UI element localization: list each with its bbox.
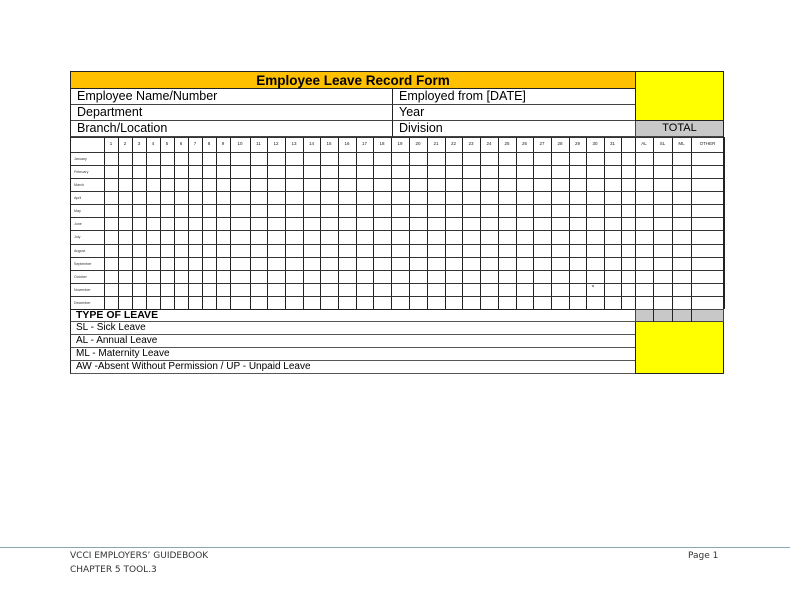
month-label: July bbox=[74, 235, 81, 240]
month-label: December bbox=[74, 300, 91, 305]
day-header: 28 bbox=[557, 141, 563, 146]
leave-type-ml: ML - Maternity Leave bbox=[70, 348, 635, 361]
day-header: 27 bbox=[539, 141, 545, 146]
day-header: 11 bbox=[256, 141, 261, 146]
day-header: 26 bbox=[521, 141, 527, 146]
department-field[interactable]: Department bbox=[70, 105, 392, 121]
day-header: 1 bbox=[109, 141, 113, 146]
total-column-header: ML bbox=[678, 141, 685, 146]
day-header: 17 bbox=[361, 141, 367, 146]
day-header: 20 bbox=[415, 141, 421, 146]
grid-line bbox=[672, 309, 673, 322]
month-label: May bbox=[74, 209, 81, 214]
day-header: 29 bbox=[574, 141, 580, 146]
day-header: 22 bbox=[450, 141, 456, 146]
day-header: 24 bbox=[486, 141, 492, 146]
day-header: 5 bbox=[165, 141, 169, 146]
month-label: April bbox=[74, 196, 82, 201]
day-header: 13 bbox=[291, 141, 297, 146]
grid-border bbox=[70, 137, 724, 310]
day-header: 14 bbox=[308, 141, 314, 146]
day-header: 12 bbox=[273, 141, 279, 146]
employee-name-field[interactable]: Employee Name/Number bbox=[70, 89, 392, 105]
leave-type-al: AL - Annual Leave bbox=[70, 335, 635, 348]
form-title: Employee Leave Record Form bbox=[70, 71, 635, 89]
month-label: February bbox=[74, 170, 89, 175]
grid-line bbox=[724, 137, 725, 309]
day-header: 31 bbox=[609, 141, 615, 146]
total-column-header: SL bbox=[659, 141, 666, 146]
day-header: 25 bbox=[504, 141, 510, 146]
total-column-header: OTHER bbox=[699, 141, 716, 146]
day-header: 16 bbox=[344, 141, 350, 146]
day-header: 6 bbox=[179, 141, 183, 146]
grid-line bbox=[691, 309, 692, 322]
employed-from-field[interactable]: Employed from [DATE] bbox=[392, 89, 635, 105]
day-header: 10 bbox=[237, 141, 243, 146]
day-header: 18 bbox=[379, 141, 385, 146]
footer-divider bbox=[0, 547, 790, 548]
month-label: November bbox=[74, 287, 91, 292]
day-header: 8 bbox=[207, 141, 211, 146]
month-label: September bbox=[74, 261, 92, 266]
total-header: TOTAL bbox=[635, 121, 724, 137]
month-label: October bbox=[74, 274, 87, 279]
day-header: 3 bbox=[137, 141, 141, 146]
day-header: 23 bbox=[468, 141, 474, 146]
leave-type-aw-up: AW -Absent Without Permission / UP - Unpaid Leave bbox=[70, 361, 635, 374]
footer-chapter: CHAPTER 5 TOOL.3 bbox=[70, 565, 157, 575]
day-header: 21 bbox=[433, 141, 439, 146]
month-label: August bbox=[74, 248, 86, 253]
totals-gray-row bbox=[635, 309, 724, 322]
page-number: Page 1 bbox=[688, 551, 719, 561]
day-header: 9 bbox=[221, 141, 225, 146]
stray-mark bbox=[592, 285, 594, 287]
day-header: 15 bbox=[326, 141, 332, 146]
division-field[interactable]: Division bbox=[392, 121, 635, 137]
day-header: 2 bbox=[123, 141, 127, 146]
yellow-highlight-box-bottom bbox=[635, 322, 724, 374]
day-header: 7 bbox=[193, 141, 197, 146]
grid-line bbox=[653, 309, 654, 322]
month-label: January bbox=[74, 157, 87, 161]
type-of-leave-heading: TYPE OF LEAVE bbox=[70, 309, 635, 322]
yellow-highlight-box-top bbox=[635, 71, 724, 121]
leave-type-sl: SL - Sick Leave bbox=[70, 322, 635, 335]
total-column-header: AL bbox=[641, 141, 647, 146]
month-label: March bbox=[74, 183, 84, 188]
day-header: 30 bbox=[592, 141, 598, 146]
year-field[interactable]: Year bbox=[392, 105, 635, 121]
month-label: June bbox=[74, 222, 82, 227]
branch-location-field[interactable]: Branch/Location bbox=[70, 121, 392, 137]
day-header: 19 bbox=[397, 141, 403, 146]
footer-guidebook: VCCI EMPLOYERS’ GUIDEBOOK bbox=[70, 551, 209, 561]
day-header: 4 bbox=[151, 141, 155, 146]
